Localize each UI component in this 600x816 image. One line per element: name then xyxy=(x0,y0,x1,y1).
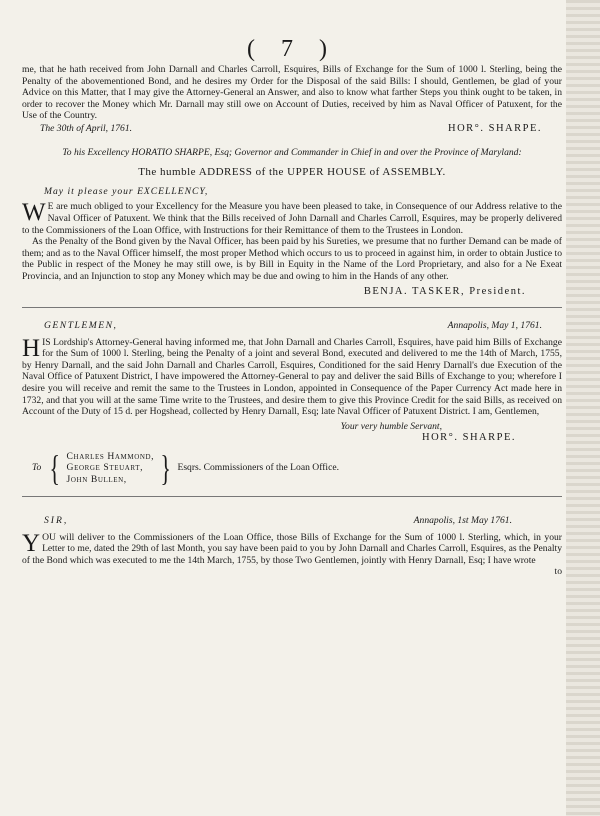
recipient-name: Charles Hammond, xyxy=(66,450,155,462)
recipients-role: Esqrs. Commissioners of the Loan Office. xyxy=(177,462,340,474)
recipient-names xyxy=(67,451,155,486)
letter2-body: IS Lordship's Attorney-General having informed me, that John Darnall and Charles Carroll, Esquires, have paid him Bills of Exchange for the Sum of 1000 l. Sterling, being the Penalty of a joint and several Bond, executed and delivered to me the 14th of March, 1755, by Henry Darnall, and the said John Darnall and Charles Carroll, Esquires, Conditioned for the said Henry Darnall's due Execution of the Naval Office of Patuxent District, I have impowered the Attorney-General to pay and deliver the said Bills of Exchange to you; wherefore I desire you will receive and remit the same to the Trustees in London, appointed in Consequence of the Paper Currency Act made here in 1732, and that you will at the same Time write to the Trustees, and desire them to give this Province Credit for the said Bills, as received on Account of the Duty of 15 d. per Hogshead, collected by Henry Darnall, Esq; late Naval Officer of Patuxent District. I am, Gentlemen, xyxy=(22,336,562,418)
address-signature: BENJA. TASKER, President. xyxy=(363,285,526,297)
letter2-salutation: GENTLEMEN, xyxy=(44,320,118,332)
left-brace: { xyxy=(49,448,61,489)
address-paragraph-2: As the Penalty of the Bond given by the Naval Officer, has been paid by his Sureties, we presume that no further Demand can be made of them; and as to the Naval Officer himself, the most proper Method which occurs to us to proceed in against him, in order to obtain Justice to the Public in respect of the Money he may still owe, is by Bill in Equity in the Name of the Lord Proprietary, and also for a Ne Exeat Provincia, and an Injunction to stop any Money which may be due and owing to him in the Hands of any other. xyxy=(22,236,562,282)
address-salutation: May it please your EXCELLENCY, xyxy=(44,185,209,197)
letter1-dateline xyxy=(22,123,562,135)
dropcap-y: Y xyxy=(22,529,41,557)
document-page xyxy=(22,0,562,816)
section-divider-2 xyxy=(22,496,562,497)
recipient-name: John Bullen, xyxy=(66,473,127,485)
letter3-heading xyxy=(22,515,562,527)
letter-gentlemen xyxy=(22,320,562,489)
letter1-body: me, that he hath received from John Darnall and Charles Carroll, Esquires, Bills of Exchange for the Sum of 1000 l. Sterling, being the Penalty of the abovementioned Bond, and he desires my Order for the Disposal of the said Bills: I should, Gentlemen, be glad of your Advice on this Matter, that I may give the Attorney-General an Answer, and also to know what farther Steps you think ought to be taken, in order to recover the Money which Mr. Darnall may still owe on Account of Duties, received by him as Naval Officer of Patuxent, for the Use of the Country. xyxy=(22,64,562,122)
page-number: ( 7 ) xyxy=(247,36,337,62)
letter2-heading xyxy=(22,320,562,332)
section-divider-1 xyxy=(22,307,562,308)
recipients-block xyxy=(32,448,562,489)
recipient-name: George Steuart, xyxy=(66,462,144,474)
address-upper-house xyxy=(22,147,562,298)
letter3-body: OU will deliver to the Commissioners of the Loan Office, those Bills of Exchange for the Sum of 1000 l. Sterling, which, in your Letter to me, dated the 29th of last Month, you say have been paid to you by John Darnall and Charles Carroll, Esquires, as the Penalty of the Bond which was executed to me the 14th March, 1755, by those Two Gentlemen, jointly with Henry Darnall, Esq; I have wrote xyxy=(22,531,562,566)
letter2-date: Annapolis, May 1, 1761. xyxy=(447,320,542,332)
letter3-salutation: SIR, xyxy=(44,515,69,527)
right-brace: } xyxy=(160,448,171,489)
address-paragraph-1: E are much obliged to your Excellency for the Measure you have been pleased to take, in Consequence of our Address relative to the Naval Officer of Patuxent. We think that the Bills received of John Darnall and Charles Carroll, Esquires, may be properly delivered to the Commissioners of the Loan Office, with Instructions for their Remittance of them to the Trustees in London. xyxy=(22,201,562,236)
catchword: to xyxy=(554,566,562,578)
letter2-signature: HOR°. SHARPE. xyxy=(421,432,516,444)
letter1-signature: HOR°. SHARPE. xyxy=(447,122,542,134)
addressee-line: To his Excellency HORATIO SHARPE, Esq; Governor and Commander in Chief in and over the Province of Maryland: xyxy=(62,146,522,158)
letter-sharpe-april xyxy=(22,64,562,135)
letter1-date: The 30th of April, 1761. xyxy=(40,122,133,134)
address-title: The humble ADDRESS of the UPPER HOUSE of ASSEMBLY. xyxy=(138,166,446,179)
letter2-closing: Your very humble Servant, xyxy=(340,420,442,432)
to-label: To xyxy=(32,462,42,474)
dropcap-h: H xyxy=(22,334,41,362)
dropcap-w: W xyxy=(22,199,46,227)
letter3-date: Annapolis, 1st May 1761. xyxy=(413,515,512,527)
letter-sir xyxy=(22,515,562,578)
page-edge-shadow xyxy=(566,0,600,816)
